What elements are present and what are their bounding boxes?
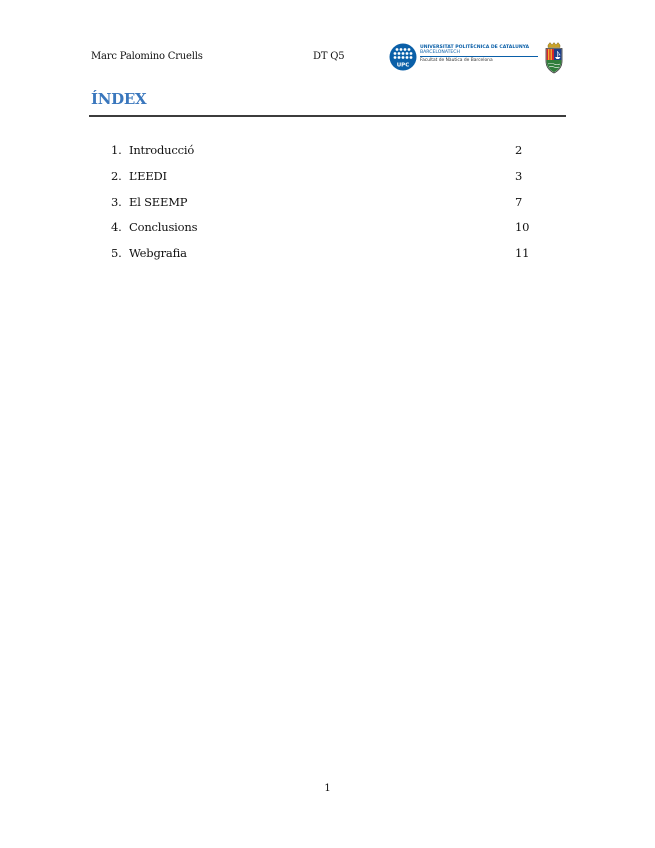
page-header	[0, 0, 655, 90]
coat-of-arms-icon	[543, 42, 565, 74]
toc-entry-page: 2	[515, 143, 523, 157]
upc-logo-icon	[389, 43, 417, 71]
toc-entry-page: 10	[515, 220, 530, 235]
header-author: Marc Palomino Cruells	[91, 51, 203, 62]
page-title: ÍNDEX	[91, 90, 147, 108]
toc-entry-label: L’EEDI	[129, 168, 167, 183]
toc-entry-number: 3.	[111, 194, 122, 209]
toc-entry-eedi[interactable]	[109, 166, 539, 192]
page-number: 1	[324, 783, 331, 794]
toc-entry-webgrafia[interactable]	[109, 243, 539, 269]
toc-entry-introduccio[interactable]	[109, 140, 539, 166]
toc-entry-page: 11	[515, 246, 530, 261]
logo-faculty-name: Facultat de Nàutica de Barcelona	[420, 58, 493, 63]
logo-tagline: BARCELONATECH	[420, 50, 538, 57]
title-divider	[89, 115, 566, 117]
upc-badge-text: UPC	[396, 62, 410, 69]
toc-entry-conclusions[interactable]	[109, 217, 539, 243]
toc-entry-number: 5.	[111, 246, 122, 261]
toc-entry-page: 3	[515, 168, 523, 183]
toc-entry-page: 7	[515, 194, 523, 209]
toc-entry-number: 4.	[111, 220, 122, 235]
table-of-contents	[109, 140, 539, 269]
header-document-code: DT Q5	[313, 51, 345, 62]
toc-entry-label: Introducció	[129, 143, 195, 157]
toc-entry-seemp[interactable]	[109, 192, 539, 218]
toc-entry-number: 2.	[111, 168, 122, 183]
toc-entry-label: El SEEMP	[129, 194, 188, 209]
logo-university-name: UNIVERSITAT POLITÈCNICA DE CATALUNYA	[420, 45, 530, 50]
toc-entry-label: Webgrafia	[129, 246, 187, 261]
upc-logo	[389, 43, 539, 73]
toc-entry-label: Conclusions	[129, 220, 198, 235]
toc-entry-number: 1.	[111, 143, 122, 157]
